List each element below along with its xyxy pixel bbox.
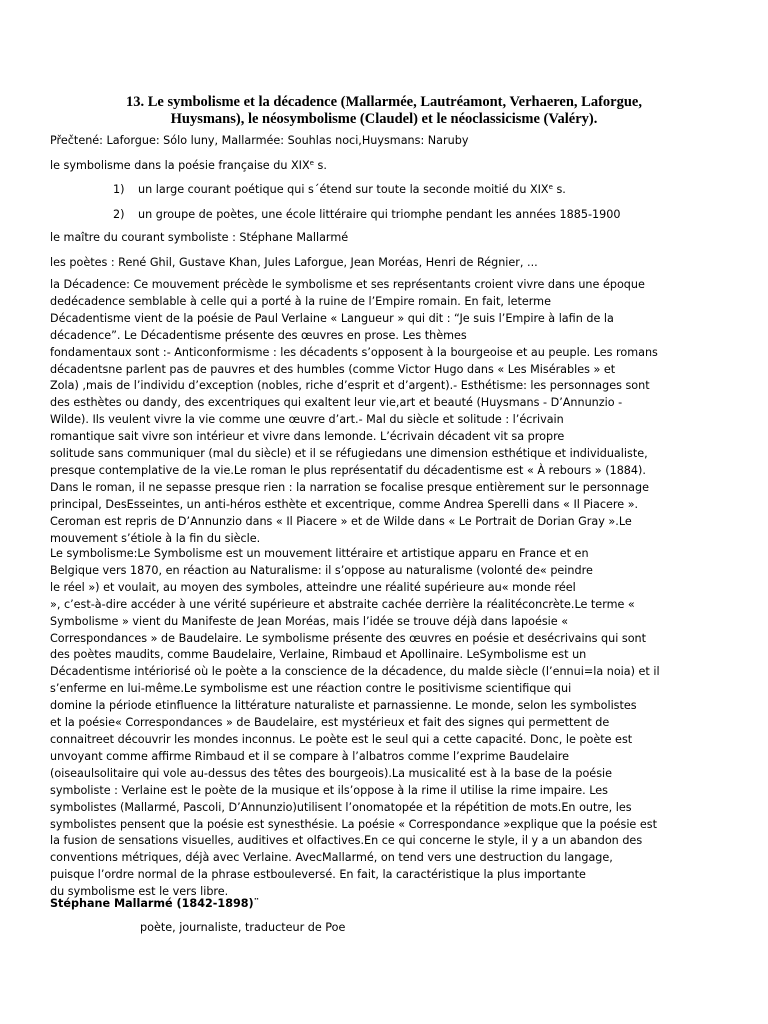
read-works-line: Přečtené: Laforgue: Sólo luny, Mallarmée: Souhlas noci,Huysmans: Naruby [50, 134, 469, 147]
mallarme-subtitle: poète, journaliste, traducteur de Poe [140, 921, 346, 934]
list-item: 2) un groupe de poètes, une école littéraire qui triomphe pendant les années 1885-1900 [113, 208, 621, 221]
title-line: Huysmans), le néosymbolisme (Claudel) et le néoclassicisme (Valéry). [170, 111, 598, 127]
decadence-paragraph: la Décadence: Ce mouvement précède le symbolisme et ses représentants croient vivre dans une époque dedécadence semblable à celle qui a porté à la ruine de l’Empire romain. En fait, leterme Décadentisme vient de la poésie de Paul Verlaine « Langueur » qui dit : “Je suis l’Empire à lafin de la décadence”. Le Décadentisme présente des œuvres en prose. Les thèmes fondamentaux sont :- Anticonformisme : les décadents s’opposent à la bourgeoise et au peuple. Les romans décadentsne parlent pas de pauvres et des humbles (comme Victor Hugo dans « Les Misérables » et Zola) ,mais de l’individu d’exception (nobles, riche d’esprit et d’argent).- Esthétisme: les personnages sont des esthètes ou dandy, des excentriques qui exaltent leur vie,art et beauté (Huysmans - D’Annunzio - Wilde). Ils veulent vivre la vie comme une œuvre d’art.- Mal du siècle et solitude : l’écrivain romantique sait vivre son intérieur et vivre dans lemonde. L’écrivain décadent vit sa propre solitude sans communiquer (mal du siècle) et il se réfugiedans une dimension esthétique et individualiste, presque contemplative de la vie.Le roman le plus représentatif du décadentisme est « À rebours » (1884). Dans le roman, il ne sepasse presque rien : la narration se focalise presque entièrement sur le personnage principal, DesEsseintes, un anti-héros esthète et excentrique, comme Andrea Sperelli dans « Il Piacere ». Ceroman est repris de D’Annunzio dans « Il Piacere » et de Wilde dans « Le Portrait de Dorian Gray ».Le mouvement s’étiole à la fin du siècle. [50, 278, 658, 545]
mallarme-heading: Stéphane Mallarmé (1842-1898)¨ [50, 897, 260, 910]
list-item: 1) un large courant poétique qui s´étend sur toute la seconde moitié du XIXe s. [113, 183, 566, 196]
symbolisme-paragraph: Le symbolisme:Le Symbolisme est un mouvement littéraire et artistique apparu en France et en Belgique vers 1870, en réaction au Naturalisme: il s’oppose au naturalisme (volonté de« peindre le réel ») et voulait, au moyen des symboles, atteindre une réalité supérieure au« monde réel », c’est-à-dire accéder à une vérité supérieure et abstraite cachée derrière la réalitéconcrète.Le terme « Symbolisme » vient du Manifeste de Jean Moréas, mais l’idée se trouve déjà dans lapoésie « Correspondances » de Baudelaire. Le symbolisme présente des œuvres en poésie et desécrivains qui sont des poètes maudits, comme Baudelaire, Verlaine, Rimbaud et Apollinaire. LeSymbolisme est un Décadentisme intériorisé où le poète a la conscience de la décadence, du malde siècle (l’ennui=la noia) et il s’enferme en lui-même.Le symbolisme est une réaction contre le positivisme scientifique qui domine la période etinfluence la littérature naturaliste et parnassienne. Le monde, selon les symbolistes et la poésie« Correspondances » de Baudelaire, est mystérieux et fait des signes qui permettent de connaitreet découvrir les mondes inconnus. Le poète est le seul qui a cette capacité. Donc, le poète est unvoyant comme affirme Rimbaud et il se compare à l’albatros comme l’exprime Baudelaire (oiseaulsolitaire qui vole au-dessus des têtes des bourgeois).La musicalité est à la base de la poésie symboliste : Verlaine est le poète de la musique et ils’oppose à la rime il utilise la rime impaire. Les symbolistes (Mallarmé, Pascoli, D’Annunzio)utilisent l’onomatopée et la répétition de mots.En outre, les symbolistes pensent que la poésie est synesthésie. La poésie « Correspondance »explique que la poésie est la fusion de sensations visuelles, auditives et olfactives.En ce qui concerne le style, il y a un abandon des conventions métriques, déjà avec Verlaine. AvecMallarmé, on tend vers une destruction du langage, puisque l’ordre normal de la phrase estbouleversé. En fait, la caractéristique la plus importante du symbolisme est le vers libre. [50, 547, 660, 899]
title-line: 13. Le symbolisme et la décadence (Mallarmée, Lautréamont, Verhaeren, Laforgue, [126, 94, 642, 110]
maitre-line: le maître du courant symboliste : Stéphane Mallarmé [50, 231, 349, 244]
page-title [70, 94, 698, 128]
poetes-line: les poètes : René Ghil, Gustave Khan, Jules Laforgue, Jean Moréas, Henri de Régnier, ... [50, 256, 538, 269]
symbolisme-intro: le symbolisme dans la poésie française du XIXe s. [50, 159, 327, 172]
